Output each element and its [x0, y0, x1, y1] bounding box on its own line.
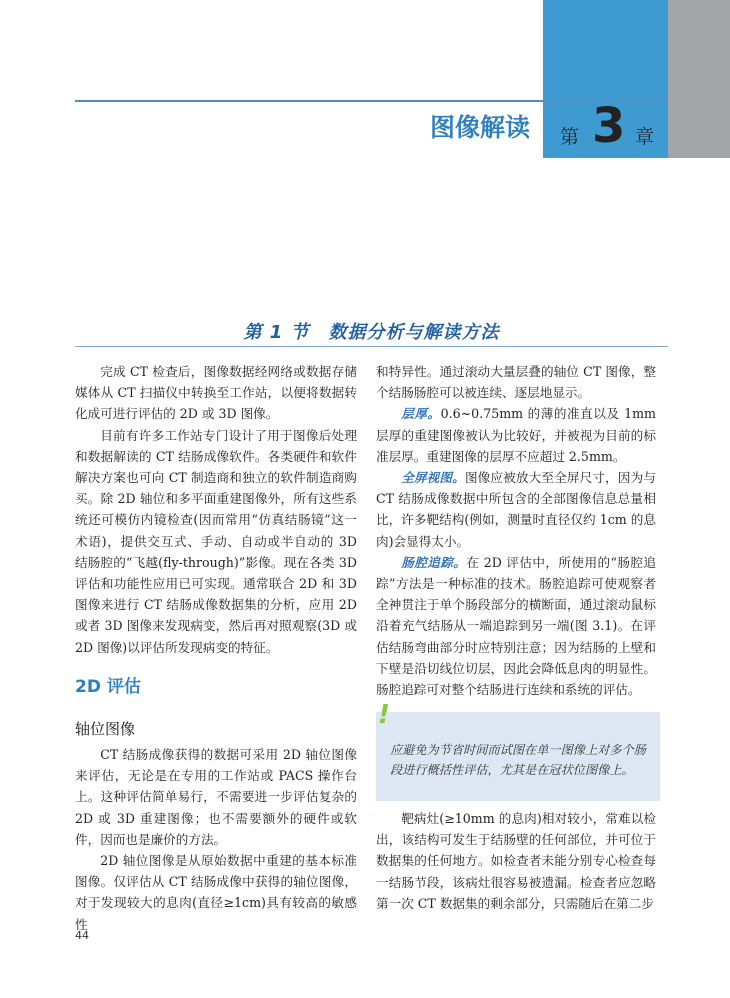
note-text: 应避免为节省时间而试图在单一图像上对多个肠段进行概括性评估，尤其是在冠状位图像上。: [390, 743, 646, 777]
keyword-fullscreen: 全屏视图。: [401, 470, 465, 486]
section-title: 第 1 节 数据分析与解读方法: [243, 322, 500, 343]
right-column: [376, 361, 656, 700]
left-column-lower: [75, 744, 357, 935]
left-column: [75, 361, 357, 658]
paragraph: 完成 CT 检查后，图像数据经网络或数据存储媒体从 CT 扫描仪中转换至工作站，以便将数据转化成可进行评估的 2D 或 3D 图像。: [75, 364, 357, 422]
paragraph: 2D 轴位图像是从原始数据中重建的基本标准图像。仅评估从 CT 结肠成像中获得的轴位图像，对于发现较大的息肉(直径≥1cm)具有较高的敏感性: [75, 853, 357, 932]
page-number: 44: [75, 929, 89, 942]
paragraph-text: 在 2D 评估中，所使用的“肠腔追踪”方法是一种标准的技术。肠腔追踪可使观察者全神贯注于单个肠段部分的横断面，通过滚动鼠标沿着充气结肠从一端追踪到另一端(图 3.1)。在评估结肠弯曲部分时应特别注意；因为结肠的上壁和下壁是沿切线位切层，因此会降低息肉的明显性。肠腔追踪可对整个结肠进行连续和系统的评估。: [376, 554, 657, 698]
paragraph-text: 0.6~0.75mm 的薄的准直以及 1mm 层厚的重建图像被认为比较好，并被视为目前的标准层厚。重建图像的层厚不应超过 2.5mm。: [376, 406, 656, 464]
heading-axial-images: 轴位图像: [75, 720, 136, 738]
right-column-lower: [376, 808, 656, 914]
paragraph: 和特异性。通过滚动大量层叠的轴位 CT 图像，整个结肠肠腔可以被连续、逐层地显示。: [376, 364, 656, 401]
paragraph: [376, 403, 656, 467]
paragraph: 靶病灶(≥10mm 的息肉)相对较小，常难以检出，该结构可发生于结肠壁的任何部位，并可位于数据集的任何地方。如检查者未能分别专心检查每一结肠节段，该病灶很容易被遗漏。检查者应忽略第一次 CT 数据集的剩余部分，只需随后在第二步: [376, 811, 656, 911]
heading-2d-evaluation: 2D 评估: [75, 677, 141, 697]
chapter-suffix: 章: [635, 126, 655, 148]
chapter-number: 3: [592, 98, 626, 154]
section-rule: [75, 346, 668, 347]
paragraph: 目前有许多工作站专门设计了用于图像后处理和数据解读的 CT 结肠成像软件。各类硬件和软件解决方案也可向 CT 制造商和独立的软件制造商购买。除 2D 轴位和多平面重建图像外，所有这些系统还可模仿内镜检查(因而常用“仿真结肠镜”这一术语)，提供交互式、手动、自动或半自动的 3D 结肠腔的“飞越(fly-through)”影像。现在各类 3D 评估和功能性应用已可实现。通常联合 2D 和 3D 图像来进行 CT 结肠成像数据集的分析，应用 2D 或者 3D 图像来发现病变，然后再对照观察(3D 或 2D 图像)以评估所发现病变的特征。: [75, 427, 357, 655]
keyword-lumen-tracking: 肠腔追踪。: [401, 554, 467, 570]
exclamation-icon: !: [378, 700, 390, 730]
header-rule: [75, 100, 668, 102]
chapter-prefix: 第: [560, 126, 580, 148]
paragraph: [376, 467, 656, 552]
chapter-title: 图像解读: [429, 113, 530, 142]
paragraph: CT 结肠成像获得的数据可采用 2D 轴位图像来评估，无论是在专用的工作站或 PACS 操作台上。这种评估简单易行，不需要进一步评估复杂的 2D 或 3D 重建图像；也不需要额外的硬件或软件，因而也是廉价的方法。: [75, 747, 357, 847]
header-gray-band: [668, 0, 730, 158]
paragraph: [376, 552, 656, 700]
keyword-slice-thickness: 层厚。: [401, 406, 441, 422]
paragraph-text: 图像应被放大至全屏尺寸，因为与 CT 结肠成像数据中所包含的全部图像信息总量相比，许多靶结构(例如，测量时直径仅约 1cm 的息肉)会显得太小。: [376, 470, 657, 549]
